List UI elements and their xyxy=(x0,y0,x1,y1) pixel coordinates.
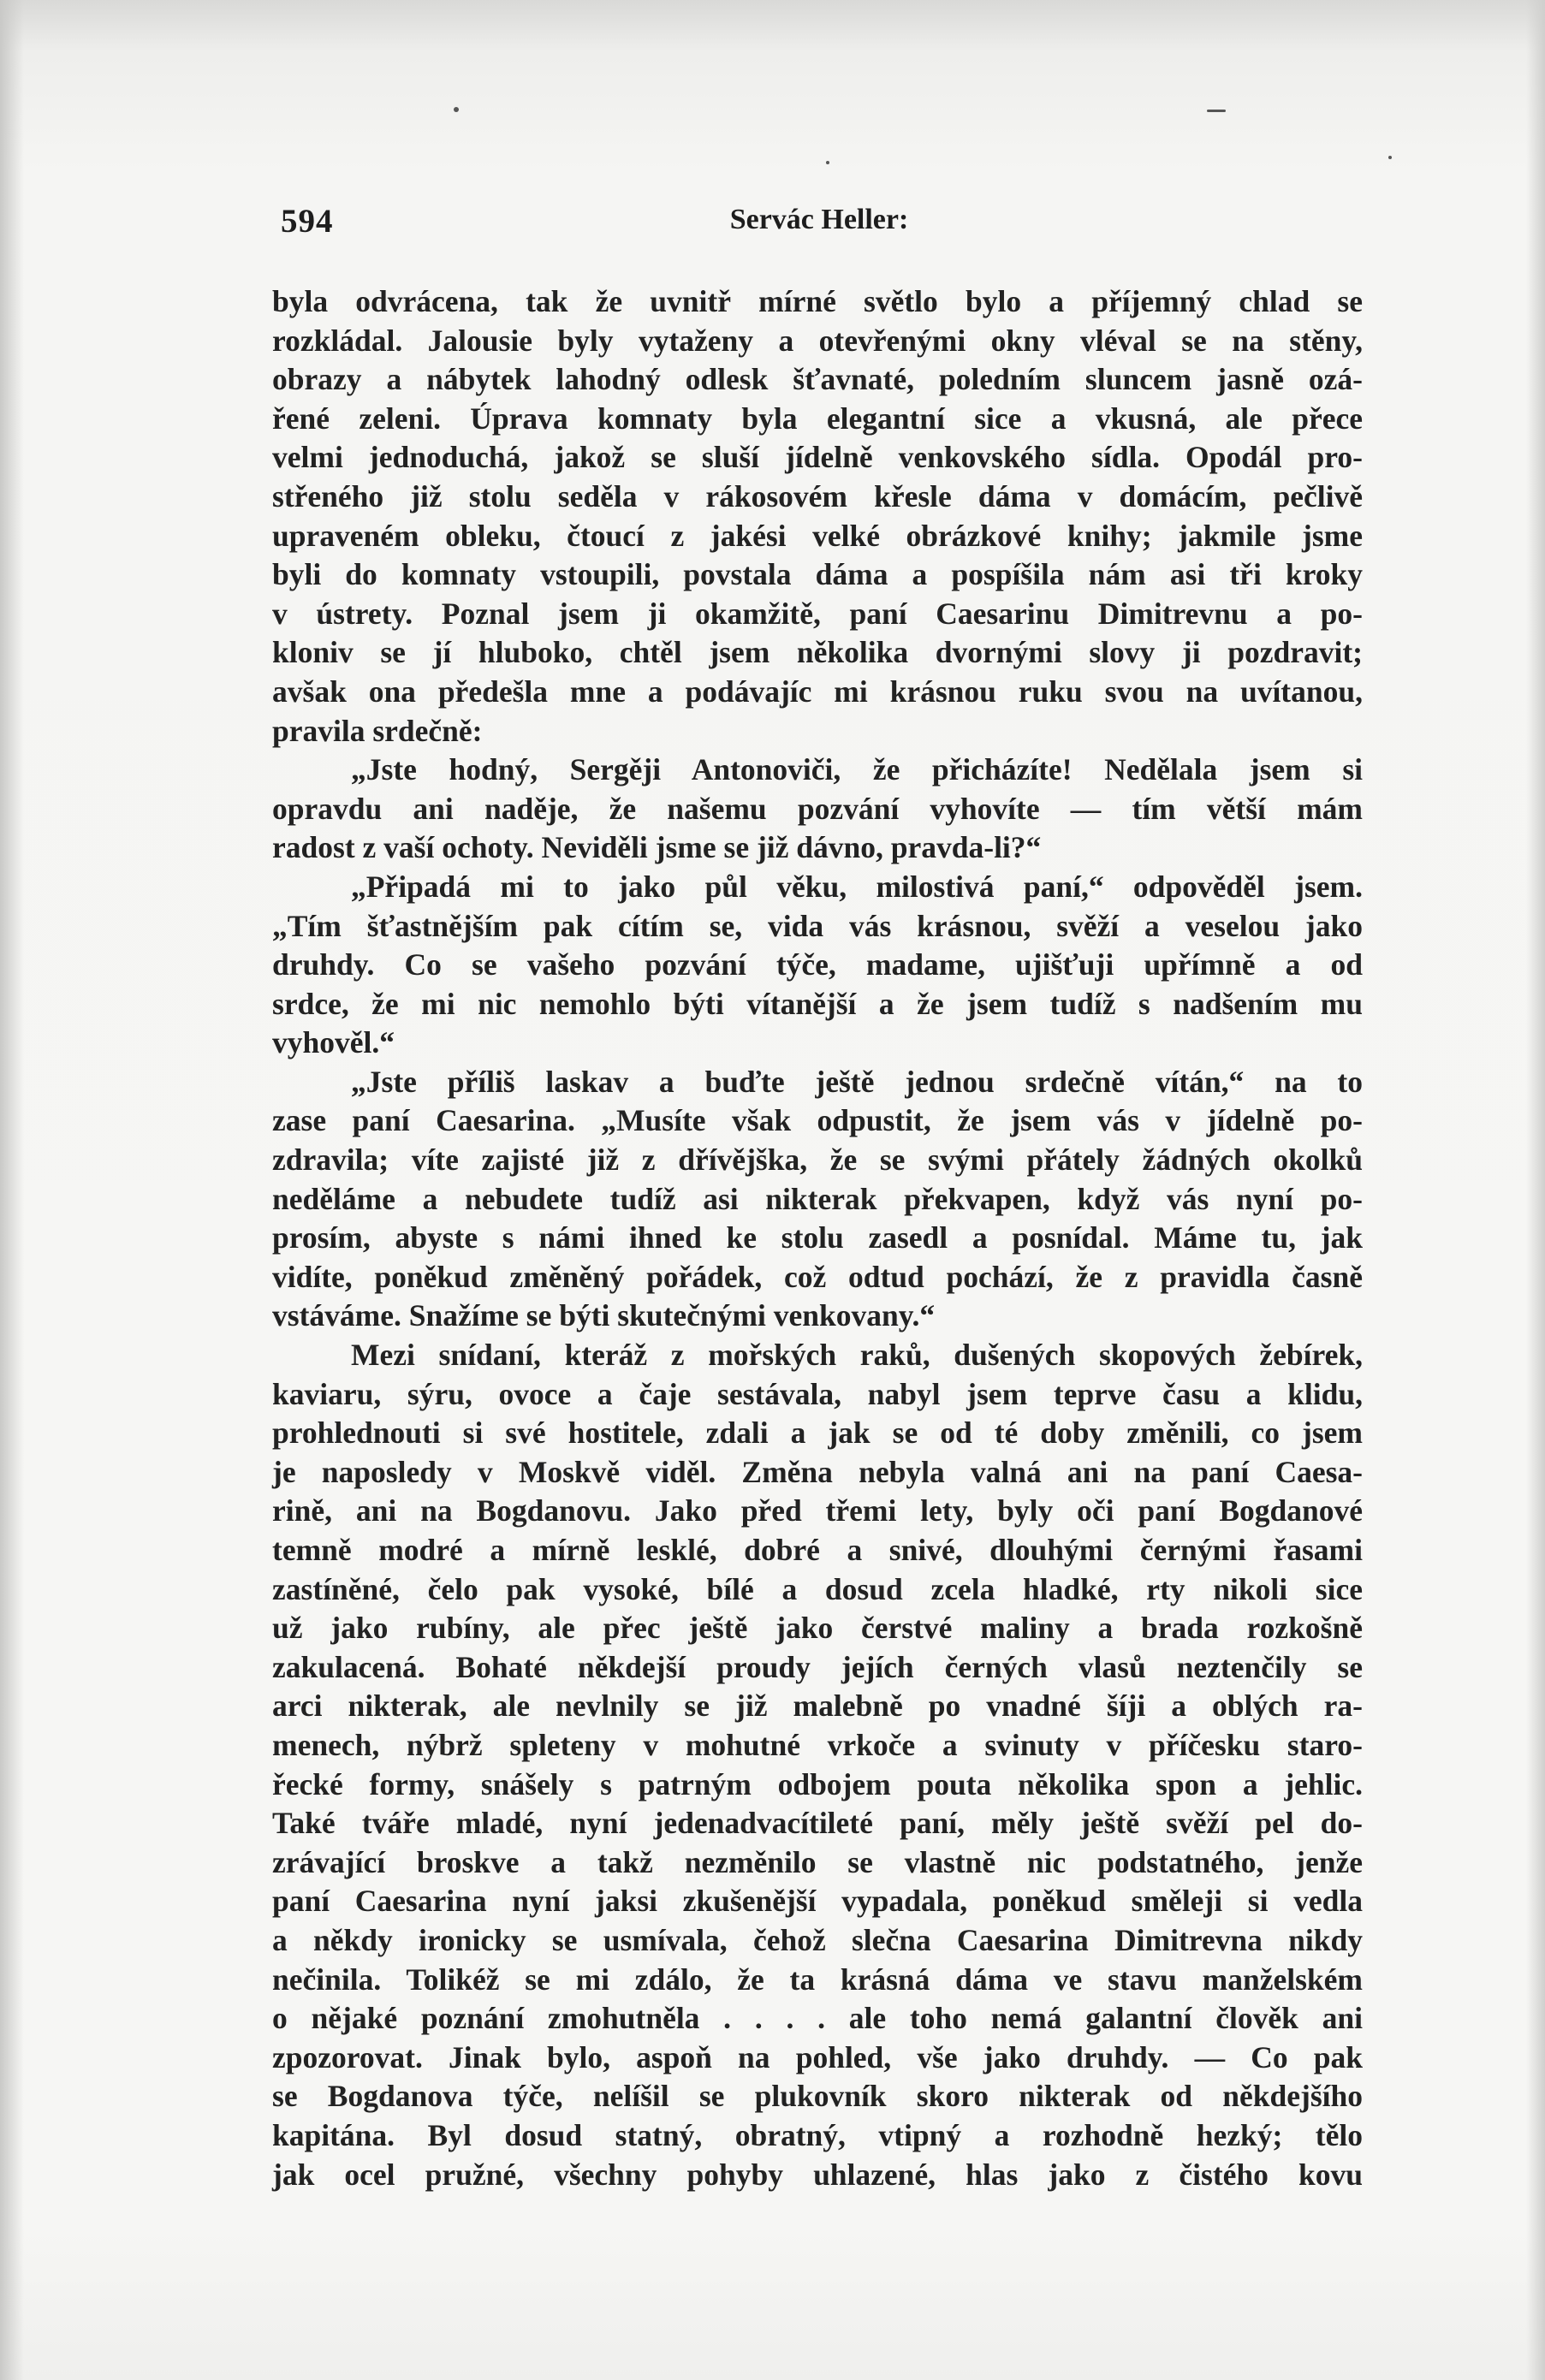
scan-speck xyxy=(1388,156,1392,159)
text-line: menech, nýbrž spleteny v mohutné vrkoče a svinuty v příčesku staro- xyxy=(272,1727,1363,1762)
text-line: zrávající broskve a takž nezměnilo se vlastně nic podstatného, jenže xyxy=(272,1844,1363,1879)
text-line: rině, ani na Bogdanovu. Jako před třemi lety, byly oči paní Bogdanové xyxy=(272,1493,1363,1528)
scan-speck xyxy=(1207,110,1226,112)
text-line: „Jste příliš laskav a buďte ještě jednou srdečně vítán,“ na to xyxy=(351,1064,1363,1099)
text-line: kloniv se jí hluboko, chtěl jsem několika dvornými slovy ji pozdravit; xyxy=(272,635,1363,670)
text-line: prohlednouti si své hostitele, zdali a jak se od té doby změnili, co jsem xyxy=(272,1416,1363,1451)
text-line: opravdu ani naděje, že našemu pozvání vyhovíte — tím větší mám xyxy=(272,791,1363,826)
text-line: řecké formy, snášely s patrným odbojem pouta několika spon a jehlic. xyxy=(272,1766,1363,1801)
text-line: byla odvrácena, tak že uvnitř mírné světlo bylo a příjemný chlad se xyxy=(272,284,1363,318)
text-line: zdravila; víte zajisté již z dřívějška, že se svými přátely žádných okolků xyxy=(272,1143,1363,1178)
text-line: „Jste hodný, Sergěji Antonoviči, že přicházíte! Nedělala jsem si xyxy=(351,752,1363,787)
page-number: 594 xyxy=(281,203,334,240)
text-line: zastíněné, čelo pak vysoké, bílé a dosud zcela hladké, rty nikoli sice xyxy=(272,1571,1363,1606)
text-line: obrazy a nábytek lahodný odlesk šťavnaté, poledním sluncem jasně ozá- xyxy=(272,362,1363,397)
text-line: Mezi snídaní, kteráž z mořských raků, dušených skopových žebírek, xyxy=(351,1338,1363,1373)
text-line: kaviaru, sýru, ovoce a čaje sestávala, nabyl jsem teprve času a klidu, xyxy=(272,1376,1363,1411)
text-line: avšak ona předešla mne a podávajíc mi krásnou ruku svou na uvítanou, xyxy=(272,674,1363,709)
text-line: arci nikterak, ale nevlnily se již malebně po vnadné šíji a oblých ra- xyxy=(272,1689,1363,1724)
page-header xyxy=(276,202,1363,243)
running-title: Servác Heller: xyxy=(729,204,909,235)
text-line: o nějaké poznání zmohutněla . . . . ale toho nemá galantní člověk ani xyxy=(272,2001,1363,2036)
text-line: velmi jednoduchá, jakož se sluší jídelně venkovského sídla. Opodál pro- xyxy=(272,440,1363,475)
scan-speck xyxy=(826,161,829,164)
text-line: pravila srdečně: xyxy=(272,713,483,748)
text-line: vidíte, poněkud změněný pořádek, což odtud pochází, že z pravidla časně xyxy=(272,1259,1363,1294)
text-line: upraveném obleku, čtoucí z jakési velké obrázkové knihy; jakmile jsme xyxy=(272,518,1363,553)
text-line: „Připadá mi to jako půl věku, milostivá paní,“ odpověděl jsem. xyxy=(351,869,1363,904)
text-line: je naposledy v Moskvě viděl. Změna nebyla valná ani na paní Caesa- xyxy=(272,1454,1363,1489)
text-line: v ústrety. Poznal jsem ji okamžitě, paní Caesarinu Dimitrevnu a po- xyxy=(272,596,1363,631)
text-line: Také tváře mladé, nyní jedenadvacítileté paní, měly ještě svěží pel do- xyxy=(272,1806,1363,1841)
text-line: byli do komnaty vstoupili, povstala dáma a pospíšila nám asi tři kroky xyxy=(272,557,1363,592)
text-line: temně modré a mírně lesklé, dobré a snivé, dlouhými černými řasami xyxy=(272,1533,1363,1567)
text-line: „Tím šťastnějším pak cítím se, vida vás krásnou, svěží a veselou jako xyxy=(272,908,1363,943)
text-line: zpozorovat. Jinak bylo, aspoň na pohled, vše jako druhdy. — Co pak xyxy=(272,2039,1363,2074)
scan-speck xyxy=(454,107,459,112)
text-line: neděláme a nebudete tudíž asi nikterak překvapen, když vás nyní po- xyxy=(272,1181,1363,1216)
text-line: paní Caesarina nyní jaksi zkušenější vypadala, poněkud směleji si vedla xyxy=(272,1884,1363,1919)
text-line: druhdy. Co se vašeho pozvání týče, madame, ujišťuji upřímně a od xyxy=(272,947,1363,982)
text-line: vyhověl.“ xyxy=(272,1025,395,1060)
page-edge-shadow-left xyxy=(0,0,24,2380)
text-line: jak ocel pružné, všechny pohyby uhlazené, hlas jako z čistého kovu xyxy=(272,2157,1363,2192)
text-line: už jako rubíny, ale přec ještě jako čerstvé maliny a brada rozkošně xyxy=(272,1611,1363,1646)
text-line: kapitána. Byl dosud statný, obratný, vtipný a rozhodně hezký; tělo xyxy=(272,2117,1363,2152)
page-edge-shadow-right xyxy=(1526,0,1545,2380)
text-line: rozkládal. Jalousie byly vytaženy a otevřenými okny vléval se na stěny, xyxy=(272,323,1363,358)
text-line: nečinila. Tolikéž se mi zdálo, že ta krásná dáma ve stavu manželském xyxy=(272,1962,1363,1997)
text-line: střeného již stolu seděla v rákosovém křesle dáma v domácím, pečlivě xyxy=(272,478,1363,513)
body-text xyxy=(272,282,1363,2194)
text-line: řené zeleni. Úprava komnaty byla elegantní sice a vkusná, ale přece xyxy=(272,401,1363,436)
text-line: zase paní Caesarina. „Musíte však odpustit, že jsem vás v jídelně po- xyxy=(272,1103,1363,1138)
text-line: a někdy ironicky se usmívala, čehož slečna Caesarina Dimitrevna nikdy xyxy=(272,1922,1363,1957)
text-line: prosím, abyste s námi ihned ke stolu zasedl a posnídal. Máme tu, jak xyxy=(272,1220,1363,1255)
text-line: zakulacená. Bohaté někdejší proudy jejích černých vlasů neztenčily se xyxy=(272,1649,1363,1684)
text-line: se Bogdanova týče, nelíšil se plukovník skoro nikterak od někdejšího xyxy=(272,2079,1363,2114)
text-line: vstáváme. Snažíme se býti skutečnými venkovany.“ xyxy=(272,1298,936,1333)
text-line: srdce, že mi nic nemohlo býti vítanější a že jsem tudíž s nadšením mu xyxy=(272,986,1363,1021)
text-line: radost z vaší ochoty. Neviděli jsme se již dávno, pravda-li?“ xyxy=(272,830,1042,865)
